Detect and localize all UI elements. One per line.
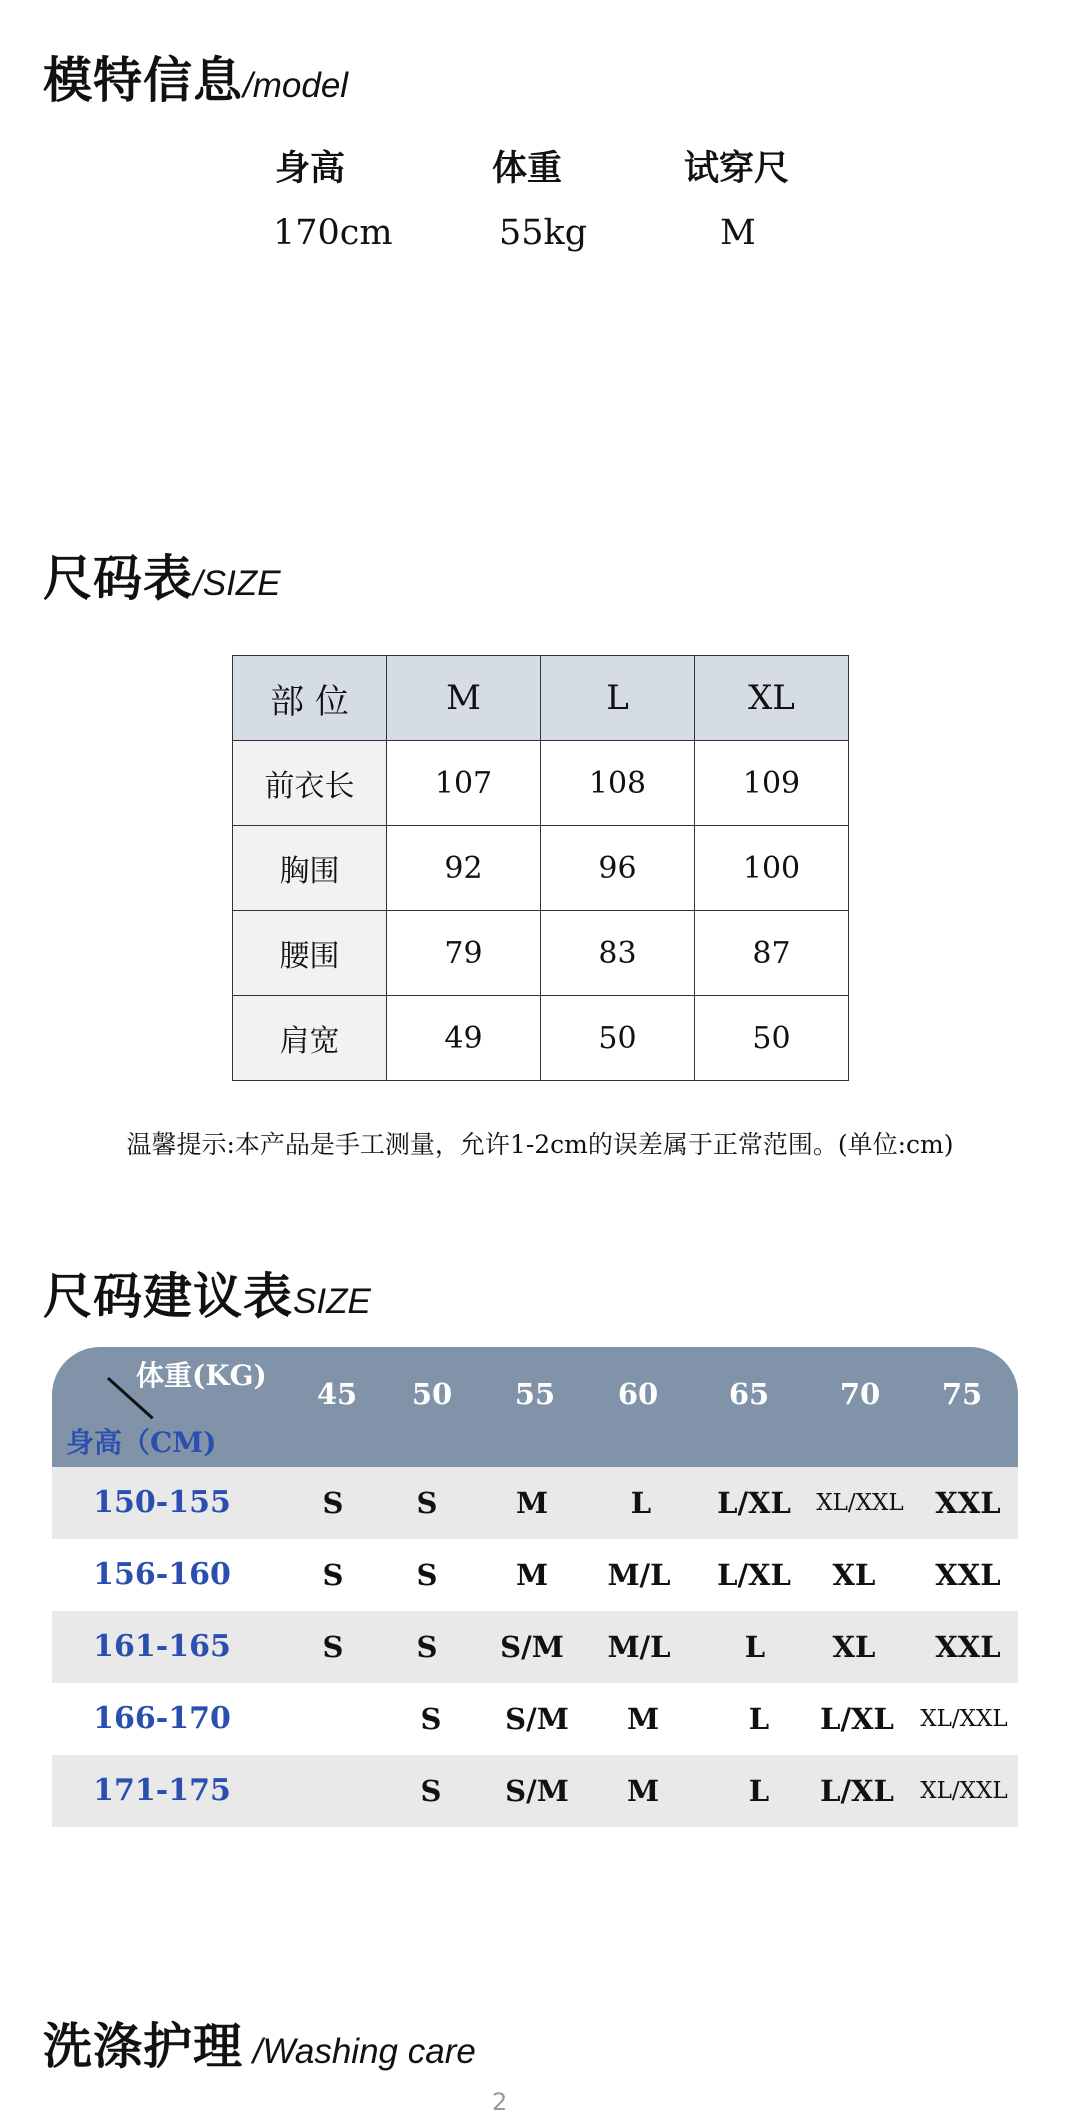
size-cell: 49 [387, 996, 541, 1081]
weight-col-55: 55 [514, 1377, 556, 1411]
size-row-label: 肩宽 [233, 996, 387, 1081]
size-row-label: 胸围 [233, 826, 387, 911]
size-cell: 108 [541, 741, 695, 826]
size-cell: 83 [541, 911, 695, 996]
recommend-cell: XXL [935, 1630, 1001, 1664]
recommend-title-cn: 尺码建议表 [43, 1267, 294, 1325]
model-title-cn: 模特信息 [43, 51, 244, 109]
model-header-trial-size: 试穿尺 [684, 148, 790, 189]
recommend-cell: S/M [500, 1630, 564, 1664]
size-row-label: 腰围 [233, 911, 387, 996]
weight-col-45: 45 [316, 1377, 358, 1411]
weight-col-65: 65 [728, 1377, 770, 1411]
size-header-xl: XL [695, 656, 849, 741]
size-cell: 107 [387, 741, 541, 826]
recommend-row-height: 161-165 [93, 1629, 231, 1664]
recommend-cell: M [515, 1558, 549, 1592]
weight-col-75: 75 [941, 1377, 983, 1411]
care-title-cn: 洗涤护理 [43, 2017, 244, 2075]
size-table-row [233, 826, 849, 911]
recommend-row-height: 166-170 [93, 1701, 231, 1736]
recommend-row-height: 150-155 [93, 1485, 231, 1520]
recommend-cell: XL [832, 1630, 876, 1664]
recommend-cell: M [626, 1702, 660, 1736]
recommend-cell: XXL [935, 1486, 1001, 1520]
recommend-cell: M/L [607, 1630, 671, 1664]
recommend-row-height: 171-175 [93, 1773, 231, 1808]
size-cell: 92 [387, 826, 541, 911]
recommend-section-title [43, 1258, 371, 1328]
recommend-cell: S [416, 1630, 438, 1664]
size-table-row [233, 741, 849, 826]
recommend-title-en: SIZE [293, 1282, 371, 1321]
recommend-cell: XL/XXL [816, 1490, 904, 1516]
size-header-part: 部 位 [233, 656, 387, 741]
size-cell: 79 [387, 911, 541, 996]
recommend-cell: S/M [505, 1774, 569, 1808]
recommend-row [52, 1755, 1018, 1827]
size-cell: 87 [695, 911, 849, 996]
size-table-row [233, 911, 849, 996]
size-table [232, 655, 849, 1081]
recommend-row [52, 1683, 1018, 1755]
size-header-m: M [387, 656, 541, 741]
size-row-label: 前衣长 [233, 741, 387, 826]
corner-height-label: 身高（CM) [66, 1426, 217, 1459]
recommend-cell: S [416, 1486, 438, 1520]
model-section-title [43, 42, 348, 112]
size-table-header-row [233, 656, 849, 741]
recommend-cell: L/XL [820, 1774, 894, 1808]
recommend-cell: XL [832, 1558, 876, 1592]
measurement-tip: 温馨提示:本产品是手工测量，允许1-2cm的误差属于正常范围。(单位:cm) [126, 1130, 954, 1159]
recommend-row [52, 1467, 1018, 1539]
recommend-cell: S [420, 1774, 442, 1808]
model-title-en: /model [243, 66, 349, 105]
model-header-height: 身高 [275, 148, 346, 189]
recommend-cell: L [630, 1486, 652, 1520]
corner-weight-label: 体重(KG) [136, 1359, 267, 1392]
model-header-weight: 体重 [492, 148, 563, 189]
recommend-cell: S [420, 1702, 442, 1736]
care-title-en: /Washing care [243, 2032, 476, 2071]
recommend-cell: M [626, 1774, 660, 1808]
recommend-cell: M/L [607, 1558, 671, 1592]
size-table-row [233, 996, 849, 1081]
recommend-cell: XL/XXL [920, 1706, 1008, 1732]
size-cell: 50 [541, 996, 695, 1081]
size-cell: 50 [695, 996, 849, 1081]
recommend-cell: L [748, 1702, 770, 1736]
weight-col-70: 70 [839, 1377, 881, 1411]
recommend-cell: L [744, 1630, 766, 1664]
recommend-cell [278, 1755, 388, 1827]
recommend-cell: S [322, 1630, 344, 1664]
recommend-cell: XL/XXL [920, 1778, 1008, 1804]
model-value-trial-size: M [720, 213, 756, 253]
weight-col-60: 60 [617, 1377, 659, 1411]
size-cell: 96 [541, 826, 695, 911]
model-value-height: 170cm [273, 213, 393, 253]
recommend-cell: M [515, 1486, 549, 1520]
recommend-cell: XXL [935, 1558, 1001, 1592]
recommend-table-header [52, 1347, 1018, 1467]
weight-col-50: 50 [411, 1377, 453, 1411]
recommend-cell: L/XL [717, 1558, 791, 1592]
page-number-mark: 2 [492, 2088, 508, 2116]
size-cell: 109 [695, 741, 849, 826]
recommend-table [52, 1347, 1018, 1827]
care-section-title [43, 2008, 476, 2078]
size-section-title [43, 540, 281, 610]
size-title-en: /SIZE [193, 564, 281, 603]
model-value-weight: 55kg [499, 213, 588, 253]
size-cell: 100 [695, 826, 849, 911]
recommend-row [52, 1539, 1018, 1611]
recommend-cell: L/XL [717, 1486, 791, 1520]
recommend-cell [278, 1683, 388, 1755]
recommend-row [52, 1611, 1018, 1683]
recommend-cell: L/XL [820, 1702, 894, 1736]
size-title-cn: 尺码表 [43, 549, 194, 607]
recommend-cell: L [748, 1774, 770, 1808]
recommend-cell: S [322, 1486, 344, 1520]
recommend-cell: S [322, 1558, 344, 1592]
size-header-l: L [541, 656, 695, 741]
recommend-cell: S/M [505, 1702, 569, 1736]
recommend-row-height: 156-160 [93, 1557, 231, 1592]
recommend-cell: S [416, 1558, 438, 1592]
